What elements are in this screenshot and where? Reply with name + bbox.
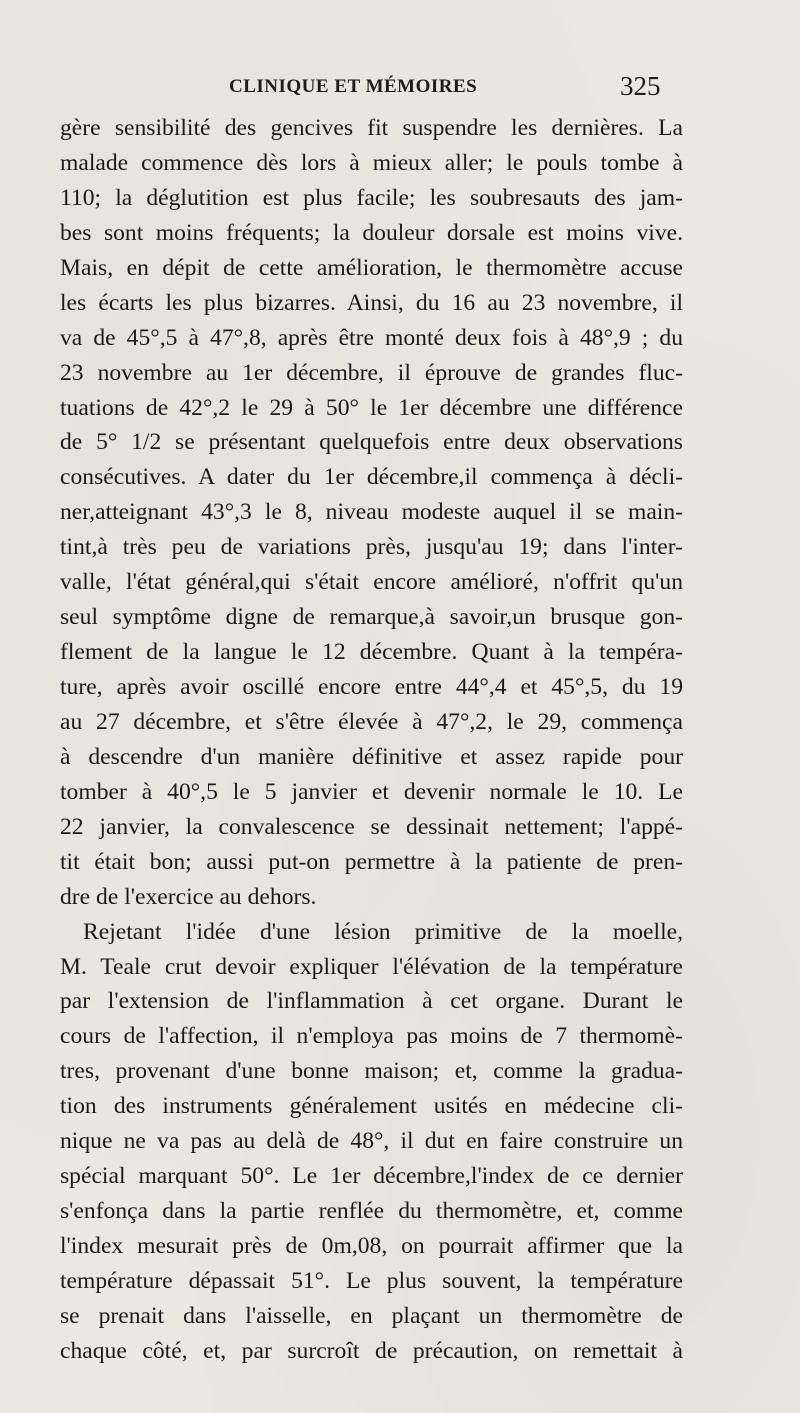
text-line: dre de l'exercice au dehors. [60,883,317,910]
text-line: flement de la langue le 12 décembre. Quant à la tempéra- [60,639,683,666]
text-line: tres, provenant d'une bonne maison; et, comme la gradua- [60,1058,683,1085]
text-line: cours de l'affection, il n'employa pas moins de 7 thermomè- [60,1023,683,1050]
paragraph [60,111,683,915]
text-line: au 27 décembre, et s'être élevée à 47°,2, le 29, commença [60,708,683,735]
text-line: de 5° 1/2 se présentant quelquefois entre deux observations [60,429,683,456]
text-line: Mais, en dépit de cette amélioration, le thermomètre accuse [60,254,683,281]
text-line: tit était bon; aussi put-on permettre à la patiente de pren- [60,848,683,875]
text-line: nique ne va pas au delà de 48°, il dut en faire construire un [60,1128,683,1155]
text-line: se prenait dans l'aisselle, en plaçant un thermomètre de [60,1302,683,1329]
text-line: par l'extension de l'inflammation à cet organe. Durant le [60,988,683,1015]
body-text [60,111,683,1369]
text-line: tomber à 40°,5 le 5 janvier et devenir normale le 10. Le [60,778,683,805]
text-line: bes sont moins fréquents; la douleur dorsale est moins vive. [60,219,683,246]
text-line: 110; la déglutition est plus facile; les soubresauts des jam- [60,184,683,211]
text-line: Rejetant l'idée d'une lésion primitive de la moelle, [83,918,683,945]
text-line: chaque côté, et, par surcroît de précaution, on remettait à [60,1337,683,1364]
text-line: l'index mesurait près de 0m,08, on pourrait affirmer que la [60,1233,683,1259]
text-line: consécutives. A dater du 1er décembre,il commença à décli- [60,464,683,491]
running-title: CLINIQUE ET MÉMOIRES [229,76,478,97]
text-line: température dépassait 51°. Le plus souvent, la température [60,1267,683,1294]
text-line: seul symptôme digne de remarque,à savoir,un brusque gon- [60,604,683,631]
text-line: à descendre d'un manière définitive et assez rapide pour [60,743,683,770]
text-line: va de 45°,5 à 47°,8, après être monté deux fois à 48°,9 ; du [60,324,683,351]
text-line: valle, l'état général,qui s'était encore amélioré, n'offrit qu'un [60,569,683,596]
text-line: malade commence dès lors à mieux aller; le pouls tombe à [60,149,683,176]
page-header [0,71,800,106]
text-line: ture, après avoir oscillé encore entre 44°,4 et 45°,5, du 19 [60,674,683,700]
text-line: tint,à très peu de variations près, jusqu'au 19; dans l'inter- [60,534,683,561]
text-line: gère sensibilité des gencives fit suspendre les dernières. La [60,115,683,141]
text-line: s'enfonça dans la partie renflée du thermomètre, et, comme [60,1198,683,1225]
paragraph [60,915,683,1369]
text-line: tion des instruments généralement usités en médecine cli- [60,1093,683,1120]
text-line: 23 novembre au 1er décembre, il éprouve de grandes fluc- [60,359,683,386]
text-line: M. Teale crut devoir expliquer l'élévation de la température [60,953,683,980]
text-line: ner,atteignant 43°,3 le 8, niveau modeste auquel il se main- [60,499,683,526]
page-number: 325 [620,71,661,101]
text-line: les écarts les plus bizarres. Ainsi, du 16 au 23 novembre, il [60,289,683,316]
text-line: 22 janvier, la convalescence se dessinait nettement; l'appé- [60,813,683,840]
text-line: spécial marquant 50°. Le 1er décembre,l'index de ce dernier [60,1163,683,1190]
text-line: tuations de 42°,2 le 29 à 50° le 1er décembre une différence [60,394,683,421]
